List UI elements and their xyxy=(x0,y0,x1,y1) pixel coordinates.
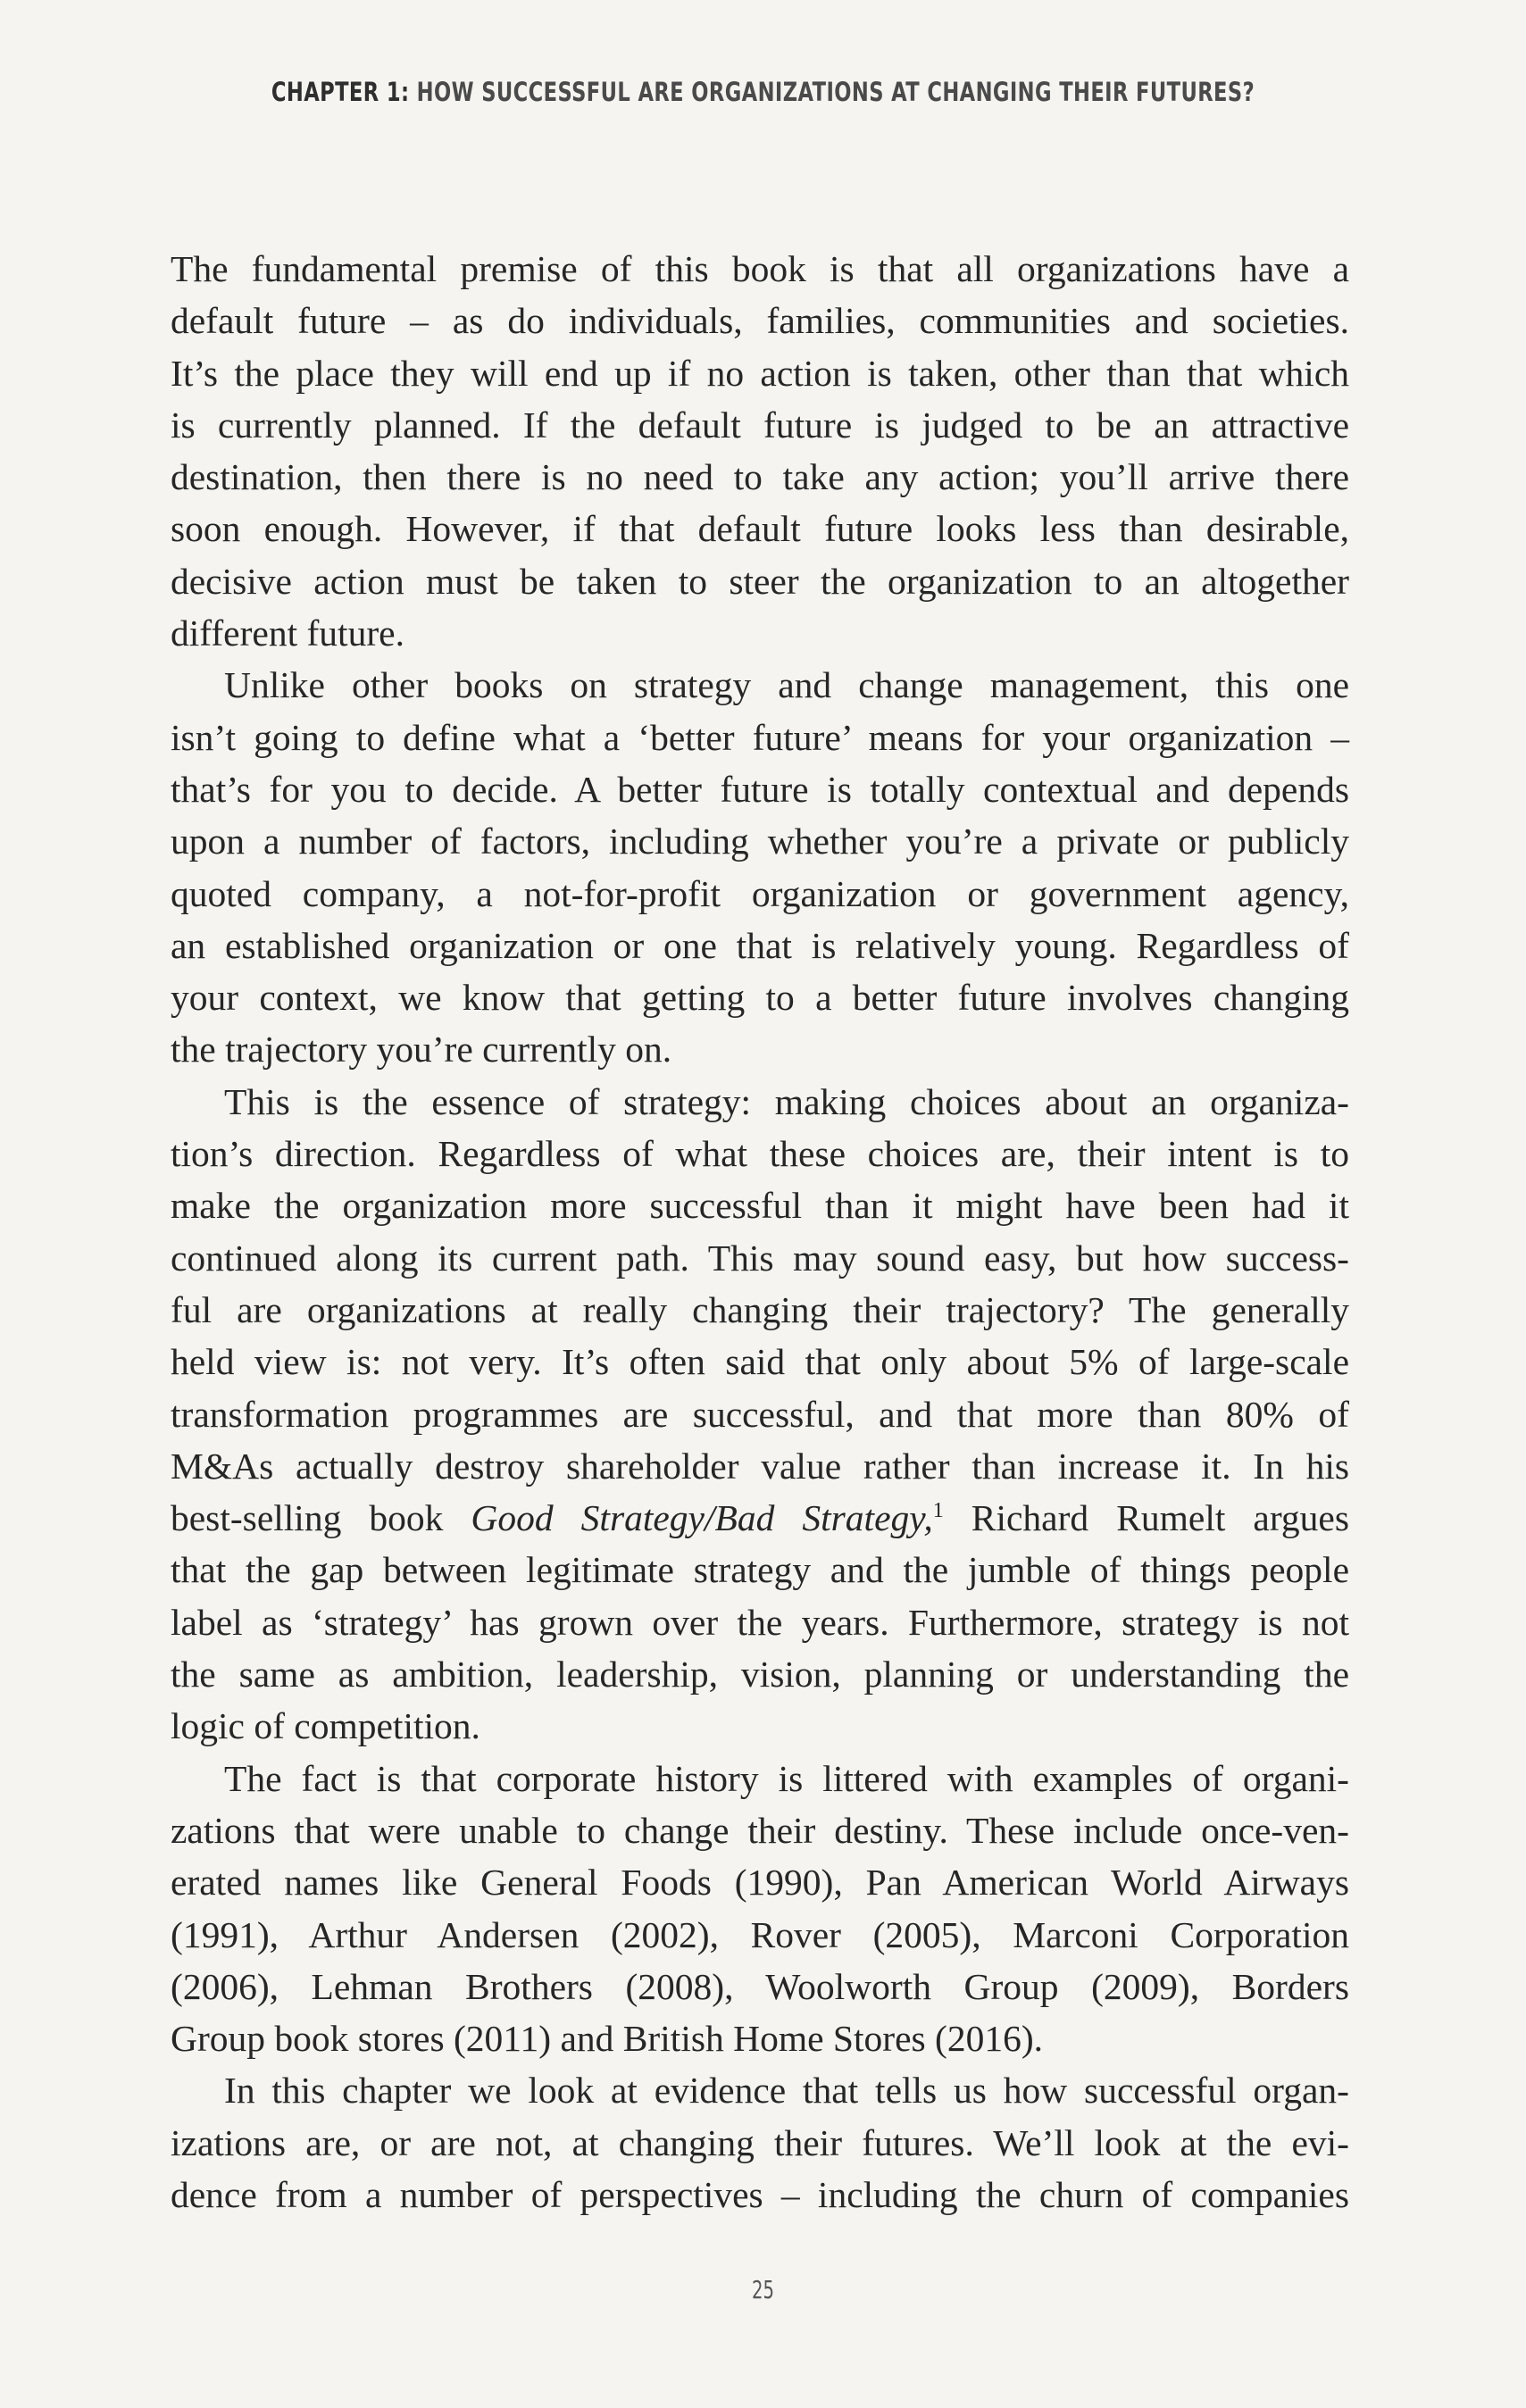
running-head xyxy=(168,77,1358,107)
text-line: In this chapter we look at evidence that tells us how successful organ- xyxy=(224,2070,1349,2112)
text-line: your context, we know that getting to a better future involves changing xyxy=(171,977,1349,1019)
paragraph-3 xyxy=(171,1076,1349,1753)
text-line: dence from a number of perspectives – including the churn of companies xyxy=(171,2173,1349,2215)
text-line: quoted company, a not-for-profit organization or government agency, xyxy=(171,872,1349,914)
paragraph-1 xyxy=(171,243,1349,659)
text-line: erated names like General Foods (1990), Pan American World Airways xyxy=(171,1862,1349,1904)
footnote-marker: 1 xyxy=(932,1499,944,1523)
text-line: an established organization or one that is relatively young. Regardless of xyxy=(171,924,1349,966)
text-line: (2006), Lehman Brothers (2008), Woolworth Group (2009), Borders xyxy=(171,1965,1349,2007)
text-line: destination, then there is no need to take any action; you’ll arrive there xyxy=(171,456,1349,498)
text-line: Group book stores (2011) and British Home Stores (2016). xyxy=(171,2018,1044,2060)
text-line: soon enough. However, if that default future looks less than desirable, xyxy=(171,508,1349,550)
text-line: the trajectory you’re currently on. xyxy=(171,1029,672,1071)
text-line: M&As actually destroy shareholder value rather than increase it. In his xyxy=(171,1445,1349,1487)
text-line: It’s the place they will end up if no action is taken, other than that which xyxy=(171,352,1349,394)
text-line: The fundamental premise of this book is that all organizations have a xyxy=(171,248,1349,289)
text-line: ful are organizations at really changing their trajectory? The generally xyxy=(171,1288,1349,1330)
text-line: This is the essence of strategy: making choices about an organiza- xyxy=(224,1080,1349,1122)
text-line: held view is: not very. It’s often said that only about 5% of large-scale xyxy=(171,1341,1349,1383)
text-line: that’s for you to decide. A better future is totally contextual and depends xyxy=(171,768,1349,810)
text-line: continued along its current path. This may sound easy, but how success- xyxy=(171,1237,1349,1279)
body-text xyxy=(171,243,1349,2221)
text-line: transformation programmes are successful, and that more than 80% of xyxy=(171,1393,1349,1435)
text-line: upon a number of factors, including whether you’re a private or publicly xyxy=(171,821,1349,862)
text-line: izations are, or are not, at changing their futures. We’ll look at the evi- xyxy=(171,2121,1349,2163)
citation-suffix: Richard Rumelt argues xyxy=(943,1497,1349,1539)
text-line: default future – as do individuals, families, communities and societies. xyxy=(171,300,1349,342)
text-line: The fact is that corporate history is littered with examples of organi- xyxy=(224,1757,1349,1799)
text-line: logic of competition. xyxy=(171,1705,480,1747)
paragraph-4 xyxy=(171,1753,1349,2065)
citation-line xyxy=(171,1492,1349,1544)
text-line: different future. xyxy=(171,612,404,654)
text-line: (1991), Arthur Andersen (2002), Rover (2005), Marconi Corporation xyxy=(171,1913,1349,1955)
text-line: tion’s direction. Regardless of what these choices are, their intent is to xyxy=(171,1133,1349,1175)
text-line: isn’t going to define what a ‘better future’ means for your organization – xyxy=(171,716,1349,758)
text-line: zations that were unable to change their destiny. These include once-ven- xyxy=(171,1809,1349,1851)
text-line: make the organization more successful than it might have been had it xyxy=(171,1185,1349,1227)
text-line: that the gap between legitimate strategy and the jumble of things people xyxy=(171,1549,1349,1591)
chapter-title: HOW SUCCESSFUL ARE ORGANIZATIONS AT CHANGING THEIR FUTURES? xyxy=(416,77,1255,107)
text-line: decisive action must be taken to steer the organization to an altogether xyxy=(171,560,1349,602)
book-title-citation: Good Strategy/Bad Strategy, xyxy=(471,1497,933,1539)
paragraph-2 xyxy=(171,659,1349,1075)
page-number: 25 xyxy=(752,2275,774,2304)
text-line: label as ‘strategy’ has grown over the years. Furthermore, strategy is not xyxy=(171,1601,1349,1643)
text-line: the same as ambition, leadership, vision, planning or understanding the xyxy=(171,1654,1349,1696)
citation-prefix: best-selling book xyxy=(171,1497,471,1539)
text-line: is currently planned. If the default future is judged to be an attractive xyxy=(171,404,1349,446)
text-line: Unlike other books on strategy and change management, this one xyxy=(224,664,1349,706)
chapter-label: CHAPTER 1: xyxy=(271,77,410,107)
paragraph-5 xyxy=(171,2064,1349,2221)
